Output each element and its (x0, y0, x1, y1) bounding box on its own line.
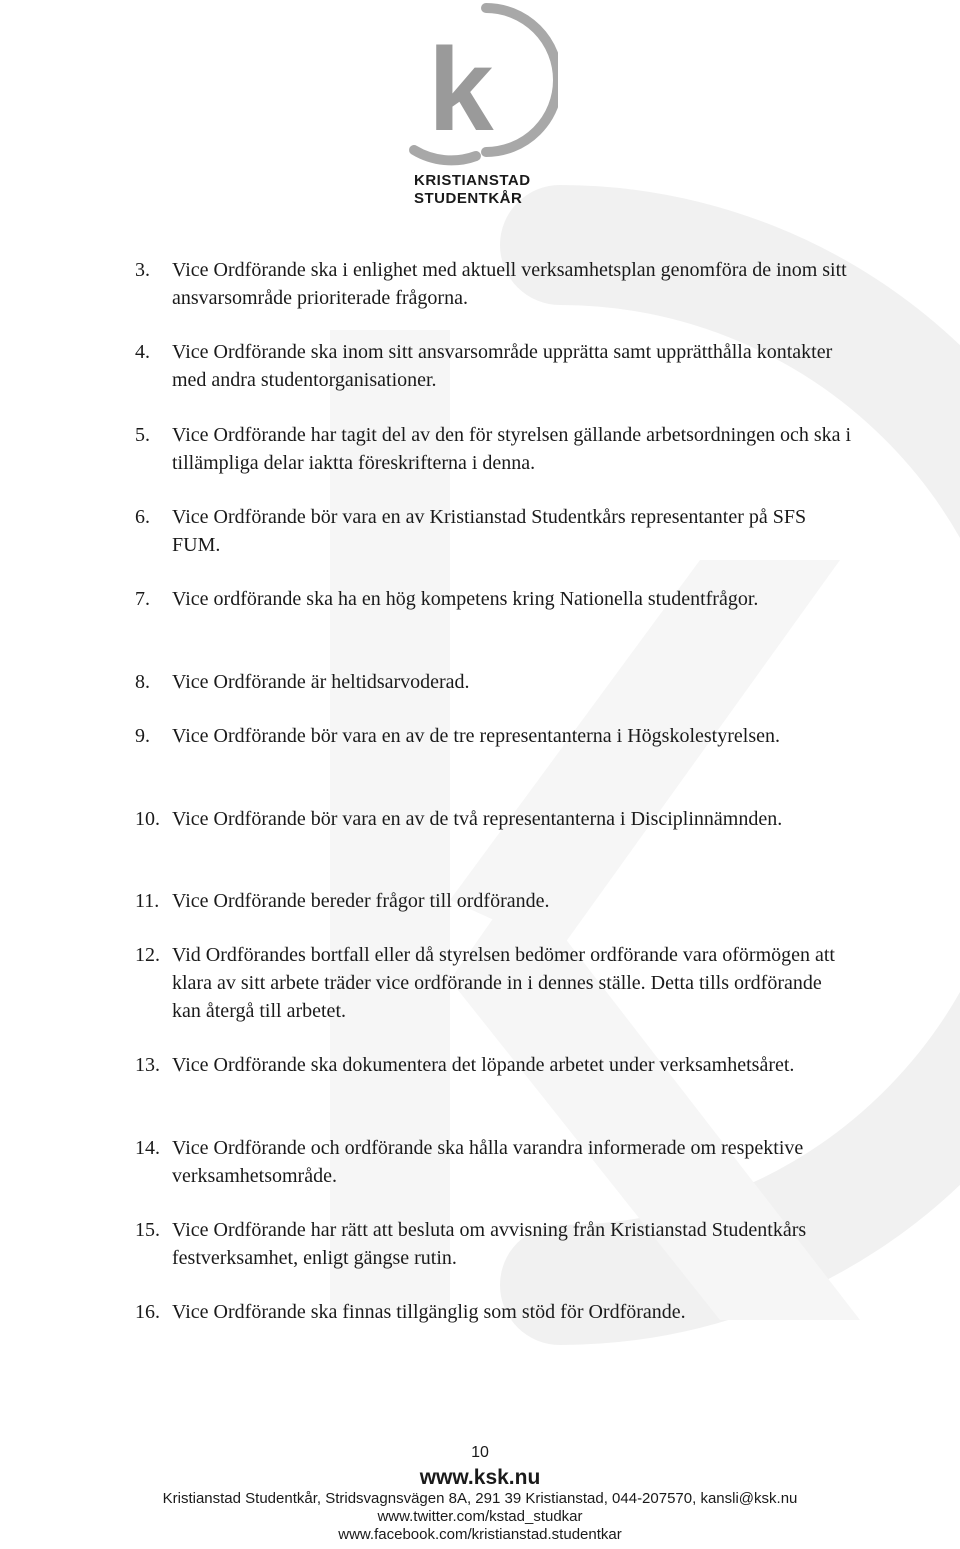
item-text: Vice Ordförande och ordförande ska hålla varandra informerade om respektive verksamhetsområde. (172, 1137, 804, 1187)
item-text: Vice Ordförande har rätt att besluta om avvisning från Kristianstad Studentkårs festverksamhet, enligt gängse rutin. (172, 1219, 807, 1269)
website-link[interactable]: www.ksk.nu (419, 1466, 541, 1489)
logo-line-1: KRISTIANSTAD (414, 172, 531, 189)
contact-address: Kristianstad Studentkår, Stridsvagnsvägen 8A, 291 39 Kristianstad, 044-207570, kansli@ksk.nu (162, 1490, 798, 1507)
item-text: Vice Ordförande bör vara en av de två representanterna i Disciplinnämnden. (172, 808, 783, 830)
item-number: 4. (135, 341, 150, 363)
logo-line-2: STUDENTKÅR (414, 190, 523, 207)
item-text: Vid Ordförandes bortfall eller då styrelsen bedömer ordförande vara oförmögen att klara av sitt arbete träder vice ordförande in i dennes ställe. Detta tills ordförande kan återgå till arbetet. (172, 944, 835, 1022)
item-number: 15. (135, 1219, 160, 1241)
logo-letter: k (428, 24, 494, 156)
item-text: Vice Ordförande ska i enlighet med aktuell verksamhetsplan genomföra de inom sitt ansvarsområde prioriterade frågorna. (172, 259, 847, 309)
item-text: Vice Ordförande bör vara en av de tre representanterna i Högskolestyrelsen. (172, 725, 780, 747)
item-number: 12. (135, 944, 160, 966)
logo-wordmark (414, 172, 531, 208)
item-number: 11. (135, 890, 160, 912)
twitter-link[interactable]: www.twitter.com/kstad_studkar (377, 1508, 583, 1525)
item-text: Vice Ordförande har tagit del av den för styrelsen gällande arbetsordningen och ska i tillämpliga delar iaktta föreskrifterna i denna. (172, 424, 852, 474)
item-number: 6. (135, 506, 150, 528)
page-footer (0, 1442, 960, 1544)
item-number: 9. (135, 725, 150, 747)
item-text: Vice Ordförande bereder frågor till ordförande. (172, 890, 550, 912)
item-text: Vice Ordförande är heltidsarvoderad. (172, 671, 470, 693)
item-text: Vice Ordförande bör vara en av Kristianstad Studentkårs representanter på SFS FUM. (172, 506, 807, 556)
item-number: 3. (135, 259, 150, 281)
page-number: 10 (471, 1444, 489, 1461)
item-number: 13. (135, 1054, 160, 1076)
item-number: 5. (135, 424, 150, 446)
item-number: 10. (135, 808, 160, 830)
item-text: Vice ordförande ska ha en hög kompetens kring Nationella studentfrågor. (172, 588, 759, 610)
item-text: Vice Ordförande ska dokumentera det löpande arbetet under verksamhetsåret. (172, 1054, 795, 1076)
item-number: 7. (135, 588, 150, 610)
item-number: 8. (135, 671, 150, 693)
item-number: 16. (135, 1301, 160, 1323)
item-number: 14. (135, 1137, 160, 1159)
item-text: Vice Ordförande ska finnas tillgänglig som stöd för Ordförande. (172, 1301, 686, 1323)
facebook-link[interactable]: www.facebook.com/kristianstad.studentkar (338, 1526, 622, 1543)
item-text: Vice Ordförande ska inom sitt ansvarsområde upprätta samt upprätthålla kontakter med andra studentorganisationer. (172, 341, 833, 391)
